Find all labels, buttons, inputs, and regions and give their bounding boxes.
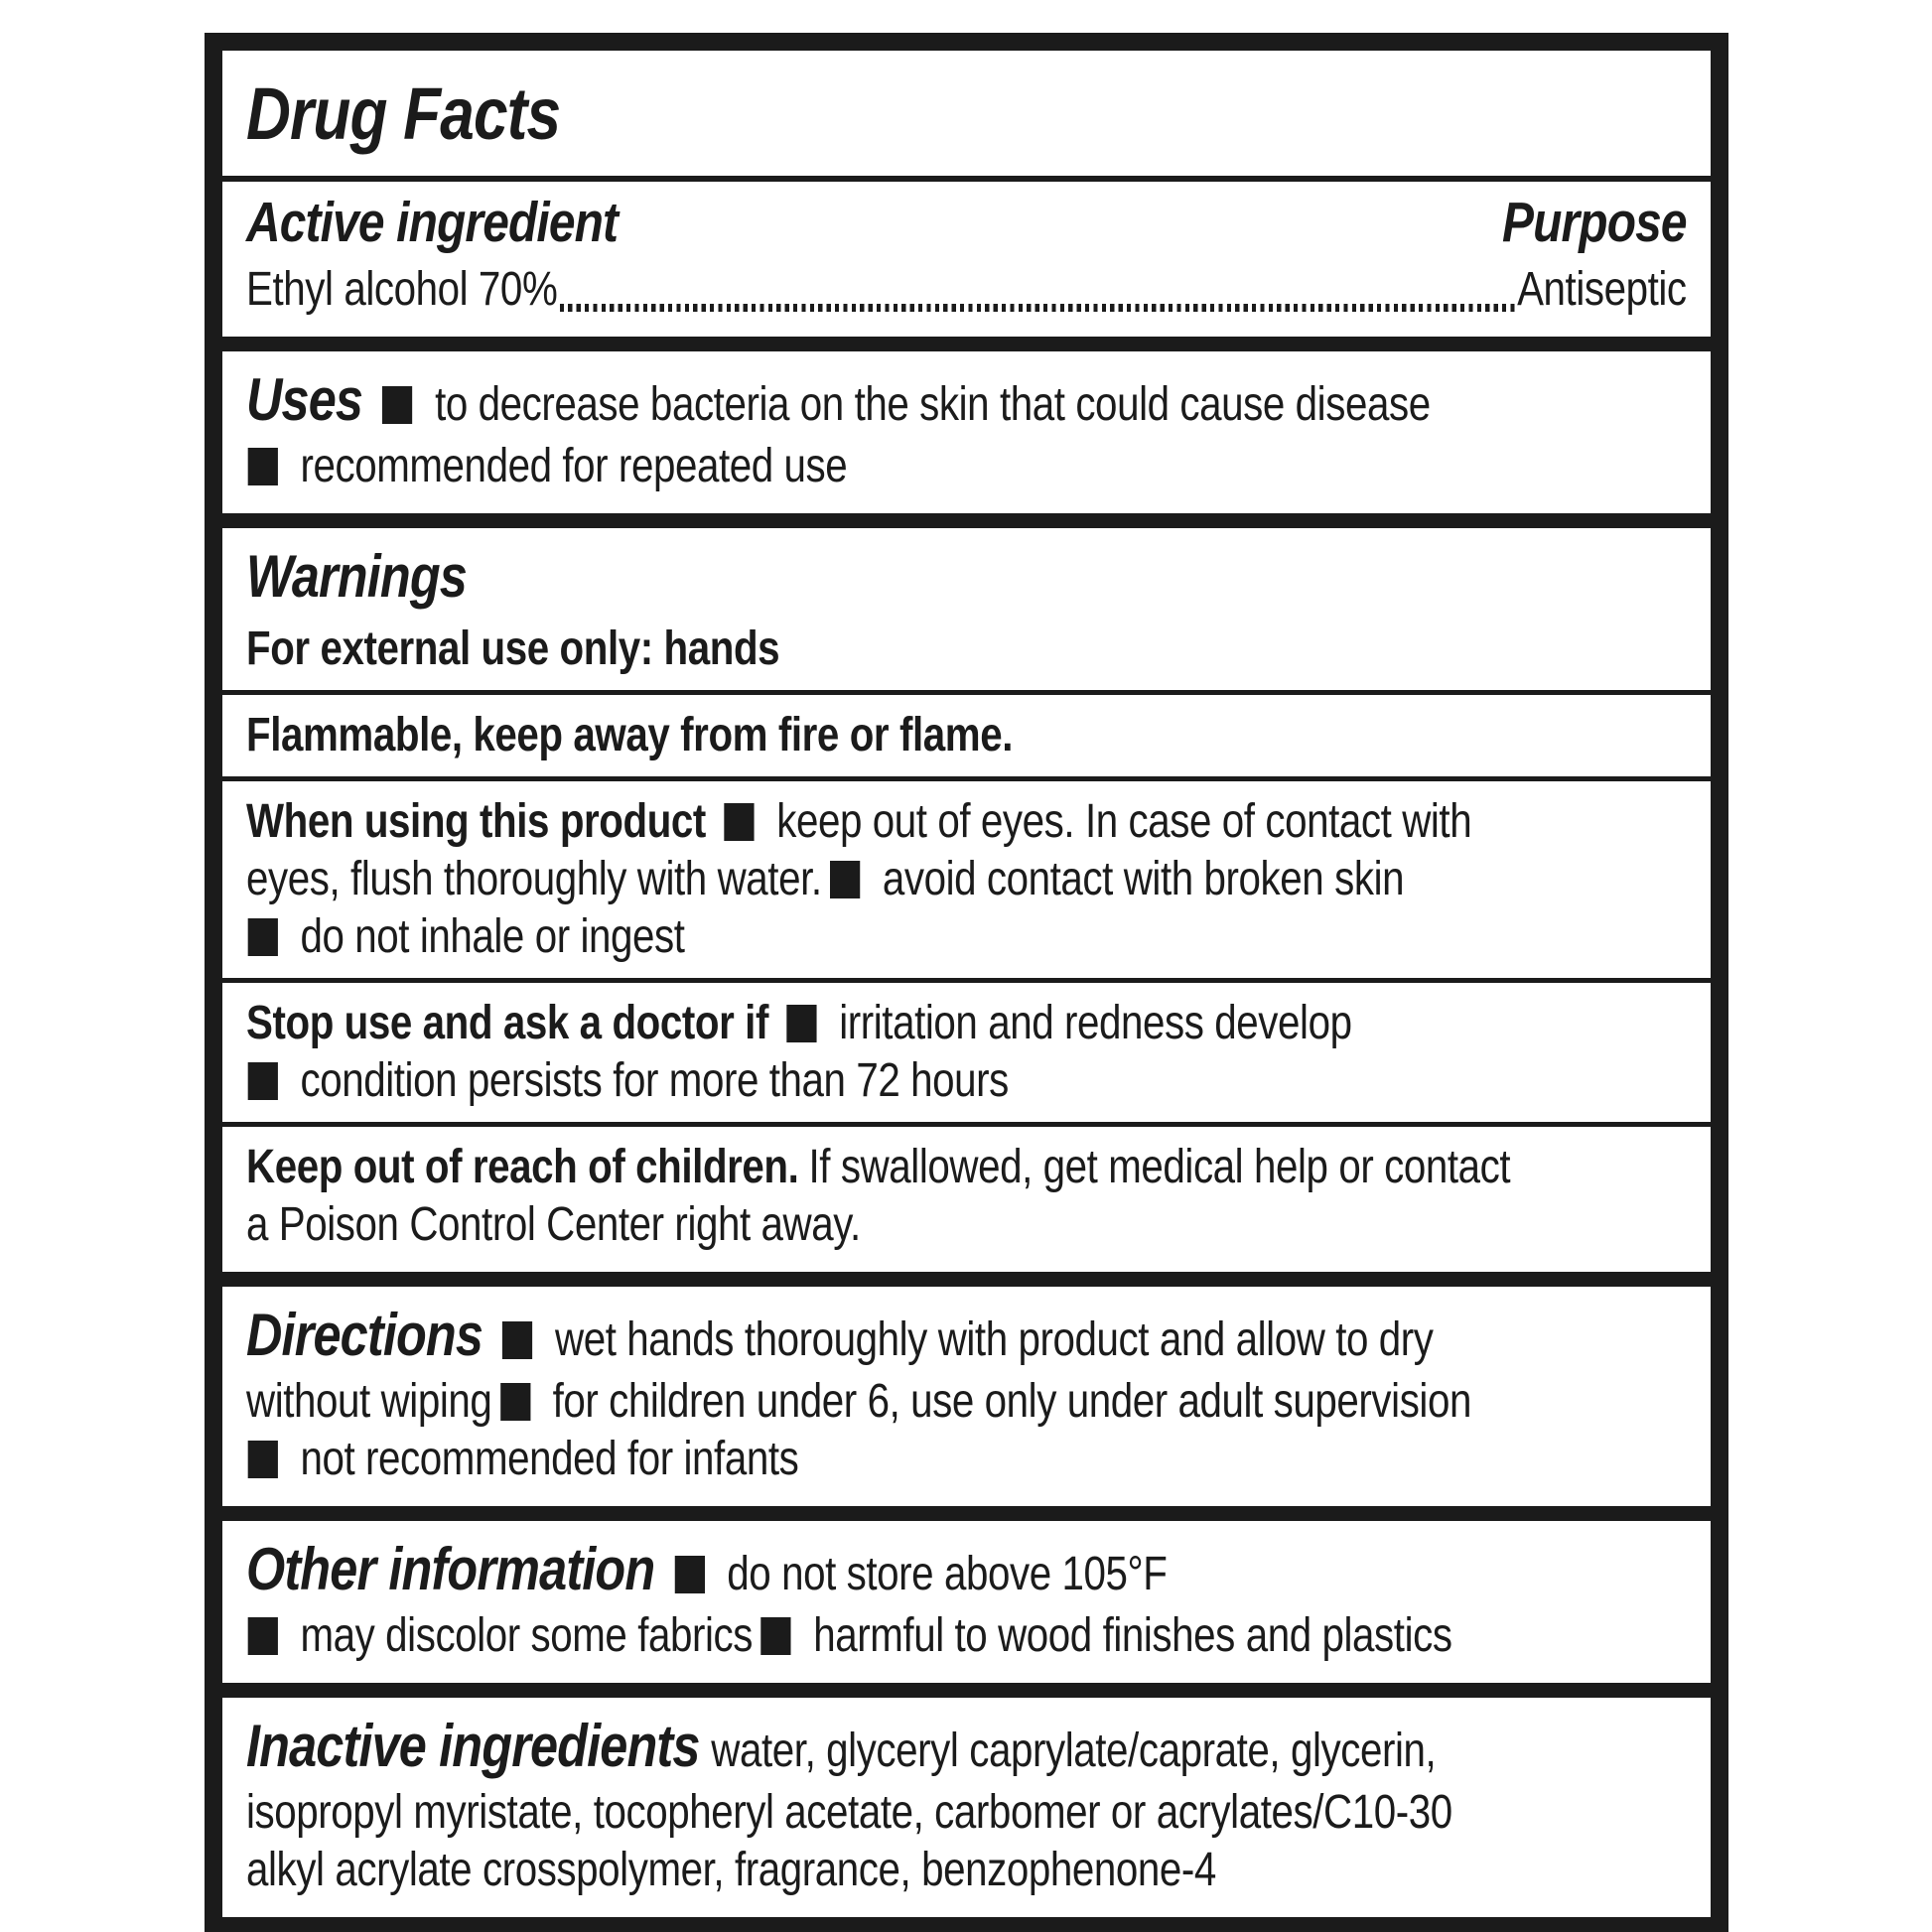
when-using-lead: When using this product (245, 795, 706, 848)
active-ingredient-name: Ethyl alcohol 70% (245, 263, 557, 316)
active-ingredient-purpose: Antiseptic (1516, 263, 1687, 316)
inactive-text-3: alkyl acrylate crosspolymer, fragrance, benzophenone-4 (245, 1844, 1216, 1896)
section-title-active-ingredient (222, 51, 1711, 337)
title-line (245, 72, 1687, 162)
bullet-icon (724, 803, 754, 841)
uses-line-2 (246, 438, 1687, 495)
divider (222, 690, 1711, 695)
directions-line-1 (246, 1303, 1687, 1373)
directions-line-3 (246, 1431, 1687, 1488)
bullet-icon (760, 1617, 790, 1655)
other-information-heading: Other information (245, 1536, 654, 1602)
divider (222, 1122, 1711, 1127)
external-use-text: For external use only: hands (245, 622, 779, 675)
section-directions (222, 1287, 1711, 1506)
flammable-text: Flammable, keep away from fire or flame. (245, 709, 1013, 761)
keep-out-text-1: If swallowed, get medical help or contact (808, 1141, 1510, 1193)
bullet-icon (247, 1062, 277, 1100)
bullet-icon (247, 1441, 277, 1478)
uses-heading: Uses (245, 366, 362, 433)
when-using-item-1: keep out of eyes. In case of contact with (775, 795, 1471, 848)
divider (222, 978, 1711, 983)
when-using-item-1-cont: eyes, flush thoroughly with water. (245, 853, 822, 905)
warnings-heading-line (246, 544, 1687, 615)
other-info-item-1: do not store above 105°F (726, 1548, 1167, 1600)
keep-out-line-2 (246, 1196, 1687, 1254)
bullet-icon (499, 1383, 529, 1421)
stop-use-item-2: condition persists for more than 72 hours (299, 1054, 1009, 1107)
title-divider (222, 176, 1711, 182)
inactive-text-2: isopropyl myristate, tocopheryl acetate, carbomer or acrylates/C10-30 (245, 1786, 1452, 1839)
warnings-heading: Warnings (245, 543, 467, 610)
when-using-line-2 (246, 851, 1687, 908)
section-inactive-ingredients (222, 1698, 1711, 1917)
drug-facts-label (205, 33, 1728, 1932)
other-info-line-2 (246, 1607, 1687, 1665)
directions-item-3: not recommended for infants (299, 1433, 798, 1485)
uses-item-2: recommended for repeated use (299, 440, 847, 492)
directions-heading: Directions (245, 1302, 483, 1368)
purpose-heading: Purpose (1501, 191, 1687, 254)
bullet-icon (382, 386, 412, 424)
when-using-item-3: do not inhale or ingest (299, 910, 685, 963)
stop-use-lead: Stop use and ask a doctor if (245, 997, 768, 1049)
bullet-icon (247, 448, 277, 485)
section-other-information (222, 1521, 1711, 1683)
stop-use-line-1 (246, 995, 1687, 1052)
bullet-icon (247, 918, 277, 956)
active-ingredient-heading: Active ingredient (245, 191, 618, 254)
other-info-item-2: may discolor some fabrics (299, 1609, 753, 1662)
keep-out-line-1 (246, 1139, 1687, 1196)
directions-line-2 (246, 1373, 1687, 1431)
external-use-line (246, 621, 1687, 678)
other-info-line-1 (246, 1537, 1687, 1607)
bullet-icon (786, 1005, 816, 1042)
when-using-line-1 (246, 793, 1687, 851)
when-using-line-3 (246, 908, 1687, 966)
dotted-leader (559, 304, 1514, 312)
stop-use-item-1: irritation and redness develop (838, 997, 1352, 1049)
stop-use-line-2 (246, 1052, 1687, 1110)
directions-item-2: for children under 6, use only under adult supervision (552, 1375, 1471, 1428)
active-ingredient-header-row (246, 192, 1687, 253)
inactive-text-1: water, glyceryl caprylate/caprate, glycerin, (710, 1725, 1436, 1777)
active-ingredient-row (246, 261, 1687, 319)
section-warnings (222, 528, 1711, 1272)
section-uses (222, 351, 1711, 513)
directions-item-1-cont: without wiping (245, 1375, 491, 1428)
directions-item-1: wet hands thoroughly with product and allow to dry (554, 1313, 1434, 1366)
bullet-icon (502, 1321, 532, 1359)
divider (222, 776, 1711, 781)
inactive-ingredients-heading: Inactive ingredients (245, 1713, 700, 1779)
when-using-item-2: avoid contact with broken skin (882, 853, 1404, 905)
bullet-icon (674, 1556, 704, 1593)
other-info-item-3: harmful to wood finishes and plastics (812, 1609, 1452, 1662)
inactive-line-3 (246, 1842, 1687, 1899)
flammable-line (246, 707, 1687, 764)
keep-out-lead: Keep out of reach of children. (245, 1141, 798, 1193)
inactive-line-1 (246, 1714, 1687, 1784)
bullet-icon (247, 1617, 277, 1655)
uses-item-1: to decrease bacteria on the skin that could cause disease (434, 378, 1431, 431)
bullet-icon (830, 861, 860, 898)
uses-line-1 (246, 367, 1687, 438)
drug-facts-title: Drug Facts (245, 72, 560, 155)
keep-out-text-2: a Poison Control Center right away. (245, 1198, 861, 1251)
inactive-line-2 (246, 1784, 1687, 1842)
